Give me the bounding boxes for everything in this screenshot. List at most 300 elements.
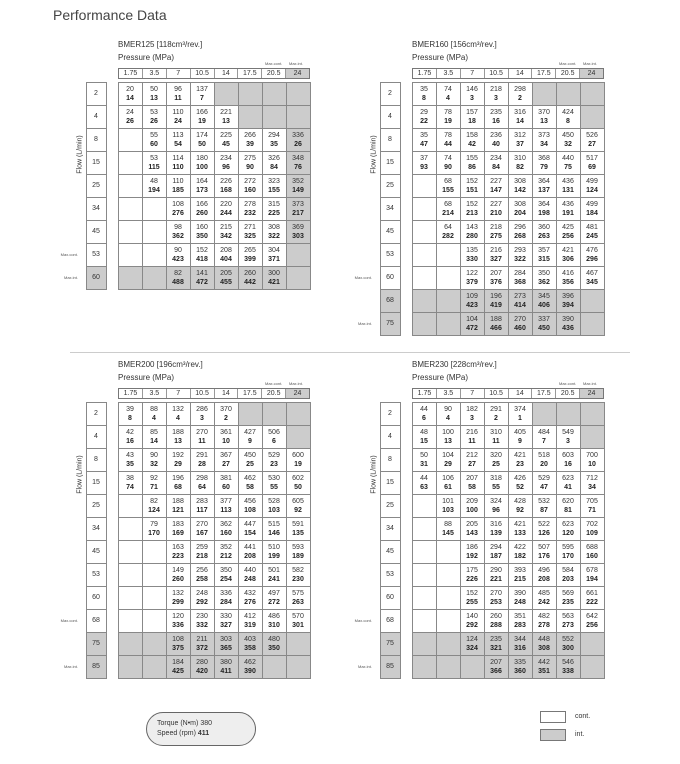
- data-cell: [532, 312, 557, 336]
- data-grid: [86, 402, 310, 678]
- data-cell: [508, 289, 533, 313]
- speed-value: 40: [492, 140, 500, 148]
- flow-value: 53: [380, 563, 401, 587]
- speed-value: 121: [172, 506, 184, 514]
- speed-value: 63: [420, 483, 428, 491]
- speed-value: 42: [468, 140, 476, 148]
- torque-value: 108: [172, 200, 184, 208]
- data-cell: [436, 312, 461, 336]
- data-cell: [484, 105, 509, 129]
- torque-value: 50: [420, 451, 428, 459]
- data-cell: [238, 563, 263, 587]
- torque-value: 370: [538, 108, 550, 116]
- data-cell: [190, 563, 215, 587]
- torque-value: 146: [466, 85, 478, 93]
- flow-max-int-label: Max.int.: [63, 664, 78, 669]
- torque-speed-callout: [146, 712, 256, 746]
- pressure-value: 7: [167, 389, 191, 398]
- torque-value: 517: [586, 154, 598, 162]
- torque-value: 569: [562, 589, 574, 597]
- speed-value: 24: [174, 117, 182, 125]
- torque-value: 96: [174, 85, 182, 93]
- speed-value: 155: [268, 186, 280, 194]
- speed-value: 135: [292, 529, 304, 537]
- torque-value: 211: [196, 635, 208, 643]
- speed-value: 488: [172, 278, 184, 286]
- data-cell: [238, 632, 263, 656]
- data-cell: [142, 632, 167, 656]
- legend-cont-swatch: [540, 711, 566, 723]
- speed-value: 245: [586, 232, 598, 240]
- torque-value: 163: [172, 543, 184, 551]
- torque-value: 360: [538, 223, 550, 231]
- torque-value: 208: [220, 246, 232, 254]
- spacer: [400, 289, 412, 312]
- spacer: [400, 586, 412, 609]
- data-cell: [166, 402, 191, 426]
- data-cell: [460, 151, 485, 175]
- torque-value: 506: [268, 428, 280, 436]
- speed-value: 71: [150, 483, 158, 491]
- speed-value: 296: [586, 255, 598, 263]
- data-cell: [190, 402, 215, 426]
- data-cell: [142, 220, 167, 244]
- data-cell: [508, 632, 533, 656]
- speed-value: 90: [246, 163, 254, 171]
- torque-value: 428: [514, 497, 526, 505]
- speed-value: 54: [174, 140, 182, 148]
- spacer: [400, 105, 412, 128]
- torque-value: 501: [268, 566, 280, 574]
- data-cell: [286, 655, 311, 679]
- data-cell: [412, 402, 437, 426]
- speed-value: 278: [538, 621, 550, 629]
- data-cell: [412, 471, 437, 495]
- torque-value: 212: [466, 451, 478, 459]
- flow-value: 2: [380, 82, 401, 106]
- torque-value: 225: [220, 131, 232, 139]
- speed-value: 362: [172, 232, 184, 240]
- speed-value: 411: [197, 730, 210, 737]
- torque-value: 518: [538, 451, 550, 459]
- data-cell: [166, 517, 191, 541]
- torque-value: 270: [196, 520, 208, 528]
- data-cell: [262, 540, 287, 564]
- torque-value: 50: [150, 85, 158, 93]
- data-cell: [286, 220, 311, 244]
- data-cell: [460, 197, 485, 221]
- data-cell: [436, 82, 461, 106]
- data-cell: [460, 586, 485, 610]
- flow-axis-label: Flow (L/min): [76, 135, 84, 174]
- flow-value: 34: [86, 197, 107, 221]
- speed-value: 371: [268, 255, 280, 263]
- speed-value: 3: [494, 94, 498, 102]
- data-cell: [238, 609, 263, 633]
- speed-value: 418: [196, 255, 208, 263]
- torque-value: 336: [292, 131, 304, 139]
- data-cell: [556, 289, 581, 313]
- torque-value: 205: [220, 269, 232, 277]
- pressure-value: 14: [215, 389, 239, 398]
- torque-value: 234: [220, 154, 232, 162]
- speed-value: 425: [172, 667, 184, 675]
- data-cell: [436, 128, 461, 152]
- pressure-header: [412, 68, 604, 79]
- data-cell: [262, 494, 287, 518]
- pressure-max-int-label: Max.int.: [289, 61, 304, 66]
- data-cell: [118, 632, 143, 656]
- speed-value: 26: [294, 140, 302, 148]
- torque-value: 390: [514, 589, 526, 597]
- speed-value: 23: [270, 460, 278, 468]
- data-cell: [556, 151, 581, 175]
- speed-value: 151: [466, 186, 478, 194]
- torque-value: 582: [292, 566, 304, 574]
- spacer: [400, 128, 412, 151]
- spacer: [400, 471, 412, 494]
- flow-value: 34: [86, 517, 107, 541]
- data-cell: [262, 586, 287, 610]
- data-cell: [556, 174, 581, 198]
- data-cell: [580, 494, 605, 518]
- torque-value: 92: [150, 474, 158, 482]
- torque-value: 421: [562, 246, 574, 254]
- torque-value: 364: [538, 200, 550, 208]
- spacer: [400, 243, 412, 266]
- torque-value: 623: [562, 474, 574, 482]
- data-cell: [286, 402, 311, 426]
- data-cell: [190, 586, 215, 610]
- data-cell: [412, 243, 437, 267]
- data-cell: [484, 517, 509, 541]
- data-cell: [532, 289, 557, 313]
- speed-value: 273: [562, 621, 574, 629]
- pressure-value: 1.75: [413, 389, 437, 398]
- spacer: [400, 632, 412, 655]
- speed-value: 1: [518, 414, 522, 422]
- torque-value: 235: [490, 108, 502, 116]
- data-cell: [556, 471, 581, 495]
- torque-value: 221: [220, 108, 232, 116]
- data-cell: [532, 151, 557, 175]
- data-cell: [214, 220, 239, 244]
- torque-value: 448: [538, 635, 550, 643]
- data-cell: [118, 540, 143, 564]
- data-cell: [460, 82, 485, 106]
- data-cell: [508, 197, 533, 221]
- pressure-max-cont-label: Max.cont.: [559, 61, 577, 66]
- data-cell: [286, 448, 311, 472]
- data-cell: [142, 563, 167, 587]
- torque-value: 467: [586, 269, 598, 277]
- data-cell: [214, 471, 239, 495]
- torque-value: 416: [562, 269, 574, 277]
- torque-value: 456: [244, 497, 256, 505]
- flow-value: 45: [380, 540, 401, 564]
- data-cell: [556, 655, 581, 679]
- speed-value: 137: [538, 186, 550, 194]
- torque-value: 68: [444, 177, 452, 185]
- speed-value: 472: [196, 278, 208, 286]
- data-cell: [580, 540, 605, 564]
- torque-value: 442: [538, 658, 550, 666]
- data-cell: [508, 517, 533, 541]
- data-cell: [460, 471, 485, 495]
- flow-value: 75: [86, 632, 107, 656]
- data-cell: [484, 586, 509, 610]
- data-cell: [580, 586, 605, 610]
- pressure-label: Pressure (MPa): [412, 373, 469, 382]
- data-cell: [532, 128, 557, 152]
- torque-value: 55: [150, 131, 158, 139]
- torque-value: 526: [586, 131, 598, 139]
- spacer: [106, 402, 118, 425]
- data-cell: [580, 289, 605, 313]
- pressure-max-cont-label: Max.cont.: [265, 381, 283, 386]
- torque-value: 101: [442, 497, 454, 505]
- speed-value: 170: [562, 552, 574, 560]
- torque-value: 499: [586, 200, 598, 208]
- speed-value: 115: [148, 163, 160, 171]
- torque-value: 157: [466, 108, 478, 116]
- torque-value: 421: [514, 451, 526, 459]
- torque-value: 266: [244, 131, 256, 139]
- speed-value: 18: [468, 117, 476, 125]
- data-cell: [436, 243, 461, 267]
- data-cell: [460, 425, 485, 449]
- flow-value: 4: [86, 425, 107, 449]
- flow-value: 75: [380, 312, 401, 336]
- data-cell: [436, 220, 461, 244]
- speed-value: 2: [494, 414, 498, 422]
- speed-value: 450: [538, 324, 550, 332]
- speed-value: 263: [292, 598, 304, 606]
- speed-value: 87: [540, 506, 548, 514]
- speed-value: 191: [562, 209, 574, 217]
- data-cell: [214, 494, 239, 518]
- data-cell: [412, 540, 437, 564]
- data-cell: [436, 289, 461, 313]
- torque-value: 373: [538, 131, 550, 139]
- data-cell: [262, 632, 287, 656]
- data-cell: [436, 609, 461, 633]
- data-cell: [460, 494, 485, 518]
- data-cell: [190, 471, 215, 495]
- data-cell: [286, 243, 311, 267]
- torque-value: 113: [172, 131, 184, 139]
- data-cell: [460, 609, 485, 633]
- torque-value: 24: [126, 108, 134, 116]
- spacer: [106, 128, 118, 151]
- flow-value: 25: [86, 174, 107, 198]
- torque-value: 702: [586, 520, 598, 528]
- torque-value: 207: [490, 269, 502, 277]
- torque-value: 352: [220, 543, 232, 551]
- data-cell: [436, 540, 461, 564]
- speed-value: 232: [244, 209, 256, 217]
- speed-value: 260: [196, 209, 208, 217]
- torque-value: 351: [514, 612, 526, 620]
- speed-value: 75: [564, 163, 572, 171]
- flow-max-cont-label: Max.cont.: [354, 275, 372, 280]
- data-cell: [412, 151, 437, 175]
- torque-value: 440: [562, 154, 574, 162]
- torque-value: 335: [514, 658, 526, 666]
- speed-value: 189: [292, 552, 304, 560]
- flow-value: 8: [86, 448, 107, 472]
- torque-value: 260: [244, 269, 256, 277]
- pressure-value: 10.5: [191, 69, 215, 78]
- data-cell: [142, 82, 167, 106]
- data-cell: [484, 128, 509, 152]
- data-cell: [166, 82, 191, 106]
- torque-value: 284: [514, 269, 526, 277]
- pressure-header: [412, 388, 604, 399]
- torque-value: 85: [150, 428, 158, 436]
- speed-value: 55: [270, 483, 278, 491]
- data-cell: [532, 402, 557, 426]
- speed-value: 35: [126, 460, 134, 468]
- torque-value: 462: [244, 474, 256, 482]
- torque-value: 294: [268, 131, 280, 139]
- speed-value: 50: [294, 483, 302, 491]
- speed-value: 27: [588, 140, 596, 148]
- torque-value: 20: [126, 85, 134, 93]
- torque-value: 368: [538, 154, 550, 162]
- data-cell: [190, 174, 215, 198]
- torque-value: 132: [172, 405, 184, 413]
- data-cell: [580, 82, 605, 106]
- speed-value: 280: [466, 232, 478, 240]
- speed-value: 203: [562, 575, 574, 583]
- data-cell: [286, 494, 311, 518]
- torque-value: 499: [586, 177, 598, 185]
- data-cell: [118, 174, 143, 198]
- data-cell: [436, 448, 461, 472]
- speed-value: 160: [220, 529, 232, 537]
- data-cell: [484, 402, 509, 426]
- speed-value: 303: [292, 232, 304, 240]
- spacer: [106, 243, 118, 266]
- data-cell: [580, 471, 605, 495]
- torque-value: 78: [444, 108, 452, 116]
- data-cell: [532, 655, 557, 679]
- speed-value: 74: [126, 483, 134, 491]
- torque-value: 104: [466, 315, 478, 323]
- data-cell: [262, 609, 287, 633]
- pressure-value: 10.5: [485, 69, 509, 78]
- spacer: [106, 494, 118, 517]
- speed-value: 358: [244, 644, 256, 652]
- speed-value: 419: [490, 301, 502, 309]
- data-cell: [532, 105, 557, 129]
- flow-value: 60: [86, 266, 107, 290]
- flow-value: 68: [380, 609, 401, 633]
- data-cell: [286, 197, 311, 221]
- data-cell: [262, 425, 287, 449]
- spacer: [106, 517, 118, 540]
- speed-value: 11: [492, 437, 500, 445]
- torque-value: 425: [562, 223, 574, 231]
- speed-value: 356: [562, 278, 574, 286]
- speed-value: 124: [586, 186, 598, 194]
- torque-value: 152: [466, 177, 478, 185]
- speed-value: 45: [222, 140, 230, 148]
- torque-value: 114: [172, 154, 184, 162]
- speed-value: 15: [420, 437, 428, 445]
- torque-value: 447: [244, 520, 256, 528]
- speed-value: 325: [244, 232, 256, 240]
- pressure-value: 1.75: [119, 389, 143, 398]
- speed-value: 120: [562, 529, 574, 537]
- data-cell: [142, 425, 167, 449]
- data-cell: [556, 402, 581, 426]
- torque-value: 350: [220, 566, 232, 574]
- data-cell: [436, 632, 461, 656]
- pressure-value: 14: [215, 69, 239, 78]
- speed-value: 423: [172, 255, 184, 263]
- data-cell: [166, 540, 191, 564]
- speed-value: 14: [126, 94, 134, 102]
- speed-value: 366: [490, 667, 502, 675]
- data-cell: [556, 448, 581, 472]
- data-cell: [238, 243, 263, 267]
- data-cell: [412, 128, 437, 152]
- spacer: [106, 655, 118, 678]
- speed-value: 28: [198, 460, 206, 468]
- flow-max-cont-label: Max.cont.: [354, 618, 372, 623]
- data-cell: [214, 448, 239, 472]
- torque-value: 481: [586, 223, 598, 231]
- torque-value: 436: [562, 200, 574, 208]
- flow-value: 45: [86, 220, 107, 244]
- data-cell: [214, 540, 239, 564]
- data-cell: [580, 609, 605, 633]
- flow-value: 34: [380, 197, 401, 221]
- torque-value: 275: [244, 154, 256, 162]
- speed-value: 379: [466, 278, 478, 286]
- speed-value: 7: [200, 94, 204, 102]
- data-cell: [142, 197, 167, 221]
- speed-value: 126: [538, 529, 550, 537]
- data-cell: [118, 220, 143, 244]
- speed-value: 350: [196, 232, 208, 240]
- data-cell: [238, 174, 263, 198]
- data-cell: [580, 243, 605, 267]
- speed-value: 324: [466, 644, 478, 652]
- spacer: [106, 632, 118, 655]
- speed-value: 268: [514, 232, 526, 240]
- data-cell: [190, 632, 215, 656]
- flow-value: 2: [86, 82, 107, 106]
- speed-value: 13: [174, 437, 182, 445]
- data-cell: [436, 174, 461, 198]
- speed-value: 160: [586, 552, 598, 560]
- torque-value: 192: [172, 451, 184, 459]
- data-cell: [532, 425, 557, 449]
- speed-value: 71: [588, 506, 596, 514]
- data-cell: [508, 82, 533, 106]
- data-cell: [286, 517, 311, 541]
- speed-value: 176: [538, 552, 550, 560]
- data-cell: [412, 517, 437, 541]
- torque-value: 396: [562, 292, 574, 300]
- flow-value: 4: [380, 425, 401, 449]
- flow-max-cont-label: Max.cont.: [60, 618, 78, 623]
- data-cell: [286, 105, 311, 129]
- flow-value: 25: [380, 174, 401, 198]
